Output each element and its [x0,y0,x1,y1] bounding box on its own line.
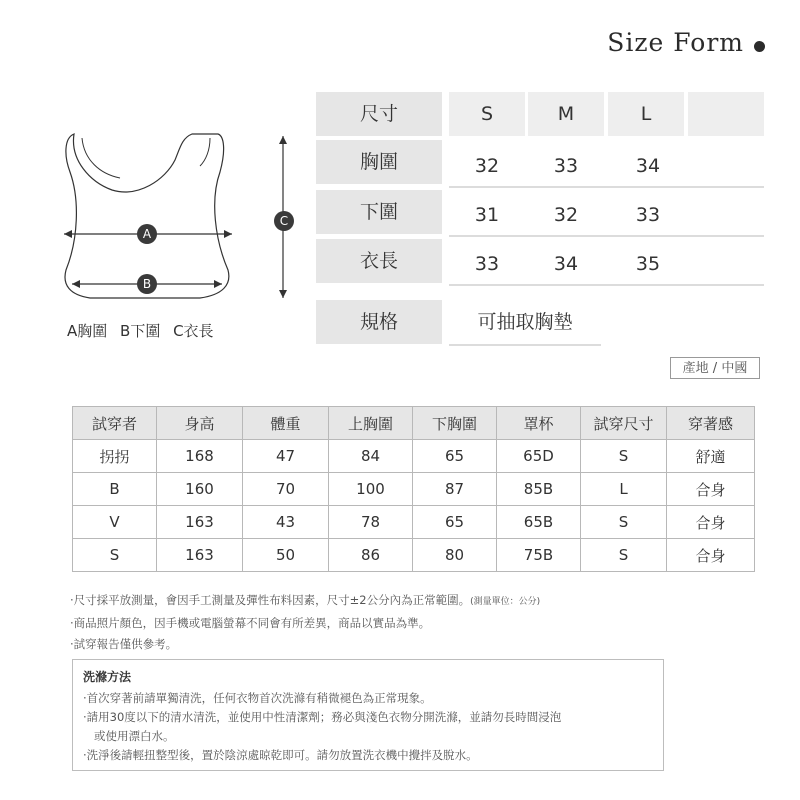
table-cell: 78 [329,506,413,539]
table-cell: 75B [497,539,581,572]
size-header-m: M [528,92,604,136]
col-header-trial-size: 試穿尺寸 [581,407,667,440]
under-s: 31 [474,204,500,226]
table-cell: 70 [243,473,329,506]
col-header-under-bust: 下胸圍 [413,407,497,440]
row-label-bust: 胸圍 [316,140,442,184]
col-header-feel: 穿著感 [667,407,755,440]
bust-s: 32 [474,155,500,177]
spec-value: 可抽取胸墊 [477,311,573,333]
care-instructions-box [72,659,664,771]
row-label-under: 下圍 [316,190,442,234]
care-line: ‧洗淨後請輕扭整型後，置於陰涼處晾乾即可。請勿放置洗衣機中攪拌及脫水。 [83,748,478,762]
col-header-upper-bust: 上胸圍 [329,407,413,440]
table-cell: S [581,539,667,572]
table-cell: L [581,473,667,506]
table-row [73,473,755,506]
neckline-left [82,138,120,178]
table-cell: 160 [157,473,243,506]
fitting-table [72,406,755,572]
length-s: 33 [474,253,500,275]
table-cell: 100 [329,473,413,506]
size-header-empty [688,92,764,136]
table-cell: 163 [157,539,243,572]
table-cell: 168 [157,440,243,473]
note-text: ‧尺寸採平放測量，會因手工測量及彈性布料因素，尺寸±2公分內為正常範圍。 [70,593,471,607]
note-line: ‧試穿報告僅供參考。 [70,637,178,651]
care-line: 或使用漂白水。 [94,729,175,743]
length-l: 35 [635,253,661,275]
garment-outline-svg [50,120,310,320]
table-row [73,440,755,473]
table-cell: S [73,539,157,572]
under-m: 32 [553,204,579,226]
table-cell: V [73,506,157,539]
table-cell: 163 [157,506,243,539]
table-cell: 43 [243,506,329,539]
table-cell: 86 [329,539,413,572]
table-cell: 65 [413,440,497,473]
bust-l: 34 [635,155,661,177]
spec-label: 規格 [316,300,442,344]
table-cell: 拐拐 [73,440,157,473]
arrow-b-left-head [72,280,80,288]
note-unit: (測量單位：公分) [470,597,541,607]
table-cell: B [73,473,157,506]
table-cell: 47 [243,440,329,473]
label-c: C [274,211,294,231]
neckline-right [200,138,210,166]
table-cell: 合身 [667,506,755,539]
col-header-cup: 罩杯 [497,407,581,440]
origin-badge: 產地 / 中國 [670,357,760,379]
spec-divider [449,344,601,346]
size-table-header: 尺寸 [316,92,442,136]
table-cell: 80 [413,539,497,572]
label-a: A [137,224,157,244]
arrow-c-top-head [279,136,287,144]
col-header-weight: 體重 [243,407,329,440]
table-cell: S [581,440,667,473]
arrow-a-right-head [224,230,232,238]
diagram-legend: A胸圍 B下圍 C衣長 [67,322,214,340]
table-row [73,539,755,572]
table-cell: 合身 [667,473,755,506]
table-cell: 65 [413,506,497,539]
row-divider [449,284,764,286]
note-line [70,590,540,613]
col-header-height: 身高 [157,407,243,440]
page-title: Size Form [607,28,744,57]
length-m: 34 [553,253,579,275]
table-cell: 84 [329,440,413,473]
table-cell: 舒適 [667,440,755,473]
care-title: 洗滌方法 [83,670,132,684]
arrow-a-left-head [64,230,72,238]
row-divider [449,186,764,188]
size-header-s: S [449,92,525,136]
table-row [73,506,755,539]
bust-m: 33 [553,155,579,177]
row-label-length: 衣長 [316,239,442,283]
row-divider [449,235,764,237]
arrow-b-right-head [214,280,222,288]
arrow-c-bottom-head [279,290,287,298]
notes [70,590,540,655]
col-header-tester: 試穿者 [73,407,157,440]
size-header-l: L [608,92,684,136]
table-cell: 87 [413,473,497,506]
table-cell: S [581,506,667,539]
note-line: ‧商品照片顏色，因手機或電腦螢幕不同會有所差異，商品以實品為準。 [70,616,431,630]
care-line: ‧請用30度以下的清水清洗，並使用中性清潔劑；務必與淺色衣物分開洗滌，並請勿長時間浸泡 [83,710,562,724]
table-cell: 合身 [667,539,755,572]
table-cell: 65B [497,506,581,539]
under-l: 33 [635,204,661,226]
table-cell: 50 [243,539,329,572]
table-cell: 65D [497,440,581,473]
fitting-table-header-row [73,407,755,440]
garment-diagram [50,120,310,320]
care-line: ‧首次穿著前請單獨清洗，任何衣物首次洗滌有稍微褪色為正常現象。 [83,691,432,705]
label-b: B [137,274,157,294]
table-cell: 85B [497,473,581,506]
title-dot [754,41,765,52]
